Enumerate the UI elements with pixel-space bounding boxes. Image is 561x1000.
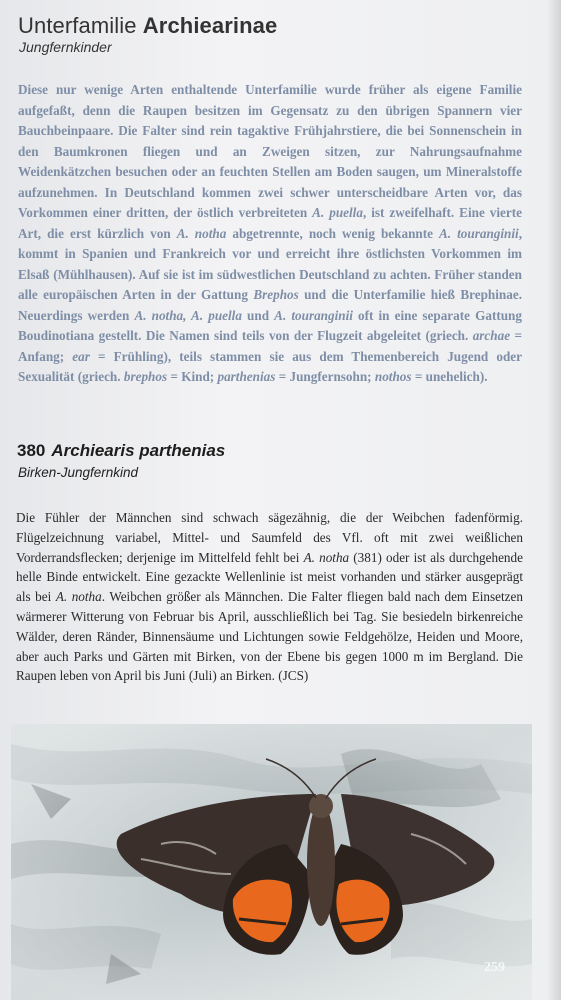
page-number: 259 xyxy=(484,960,505,975)
page-gutter-shadow xyxy=(547,0,561,1000)
moth-photo-illustration xyxy=(11,724,532,1000)
species-description xyxy=(16,508,523,686)
section-subtitle: Jungfernkinder xyxy=(19,39,112,55)
intro-text: = unehelich). xyxy=(411,369,488,384)
species-text: (381) oder ist als durchgehende helle Binde entwickelt. Eine gezackte Wellenlinie ist meist vorhanden und stärker ausgeprägt als bei xyxy=(16,549,523,605)
intro-text: , kommt in Spanien und Frankreich vor und erreicht ihre östlichsten Vorkommen im Elsaß (Mühlhausen). Auf sie ist im südwestlichen Deutschland zu achten. Früher standen alle europäischen Arten in der Gattung xyxy=(18,225,523,302)
species-ref-name: A. notha xyxy=(55,589,102,605)
intro-text: Diese nur wenige Arten enthaltende Unterfamilie wurde früher als eigene Familie aufgefaßt, denn die Raupen besitzen im Gegensatz zu den übrigen Spannern vier Bauchbeinpaare. Die Falter sind rein tagaktive Frühjahrstiere, die bei Sonnenschein in den Baumkronen fliegen und an Zweigen sitzen, zur Nahrungsaufnahme Weidenkätzchen besuchen oder an feuchten Stellen am Boden saugen, um Mineralstoffe aufzunehmen. In Deutschland kommen zwei schwer unterscheidbare Arten vor, das Vorkommen einer dritten, der östlich verbreiteten xyxy=(18,82,522,220)
species-text: Die Fühler der Männchen sind schwach sägezähnig, die der Weibchen fadenförmig. Flügelzeichnung variabel, Mittel- und Saumfeld des Vfl. oft mit zwei weißlichen Vorderrandsflecken; derjenige im Mittelfeld fehlt bei xyxy=(16,510,523,565)
section-title xyxy=(18,13,277,39)
species-text: . Weibchen größer als Männchen. Die Falter fliegen bald nach dem Einsetzen wärmerer Witterung von Februar bis April, ausschließlich bei Tag. Sie besiedeln birkenreiche Wälder, deren Ränder, Binnensäume und Lichtungen sowie Feldgehölze, Heiden und Moore, aber auch Parks und Gärten mit Birken, von der Ebene bis gegen 1000 m im Bergland. Die Raupen leben von April bis Juni (Juli) an Birken. (JCS) xyxy=(16,589,523,684)
intro-text: = Frühling), teils stammen sie aus dem Themenbereich Jugend oder Sexualität (griech. xyxy=(18,348,522,384)
moth-photo xyxy=(11,724,532,1000)
intro-paragraph xyxy=(18,80,522,388)
intro-greek-word: nothos xyxy=(374,369,412,384)
species-latin-name: Archiearis parthenias xyxy=(51,441,226,460)
species-common-name: Birken-Jungfernkind xyxy=(18,465,139,480)
intro-genus-name: Brephos xyxy=(253,287,299,302)
intro-species-name: A. notha xyxy=(176,225,227,241)
intro-species-name: A. touranginii xyxy=(439,225,519,241)
intro-text: und die Unterfamilie hieß Brephinae. Neuerdings werden xyxy=(18,287,522,323)
moth-body xyxy=(307,802,335,926)
intro-species-name: A. notha, A. puella xyxy=(134,307,242,323)
intro-greek-word: archae xyxy=(472,328,511,343)
intro-species-name: A. puella xyxy=(312,205,363,220)
intro-text: abgetrennte, noch wenig bekannte xyxy=(226,225,440,241)
intro-greek-word: ear xyxy=(72,348,90,364)
intro-text: und xyxy=(241,307,275,323)
species-number: 380 xyxy=(17,441,46,460)
intro-text: , ist zweifelhaft. Eine vierte Art, die erst kürzlich von xyxy=(18,205,523,241)
moth-head xyxy=(309,794,333,818)
section-title-prefix: Unterfamilie xyxy=(18,13,143,38)
intro-greek-word: brephos xyxy=(123,369,168,384)
intro-text: = Anfang; xyxy=(18,328,522,364)
intro-text: oft in eine separate Gattung Boudinotiana gestellt. Die Namen sind teils von der Flugzeit abgeleitet (griech. xyxy=(18,307,522,343)
section-title-name: Archiearinae xyxy=(142,13,278,38)
species-ref-name: A. notha xyxy=(303,549,350,565)
intro-species-name: A. touranginii xyxy=(274,307,353,323)
intro-text: = Jungfernsohn; xyxy=(275,369,375,384)
species-heading xyxy=(17,441,225,461)
intro-text: = Kind; xyxy=(167,369,218,384)
intro-greek-word: parthenias xyxy=(217,369,276,384)
